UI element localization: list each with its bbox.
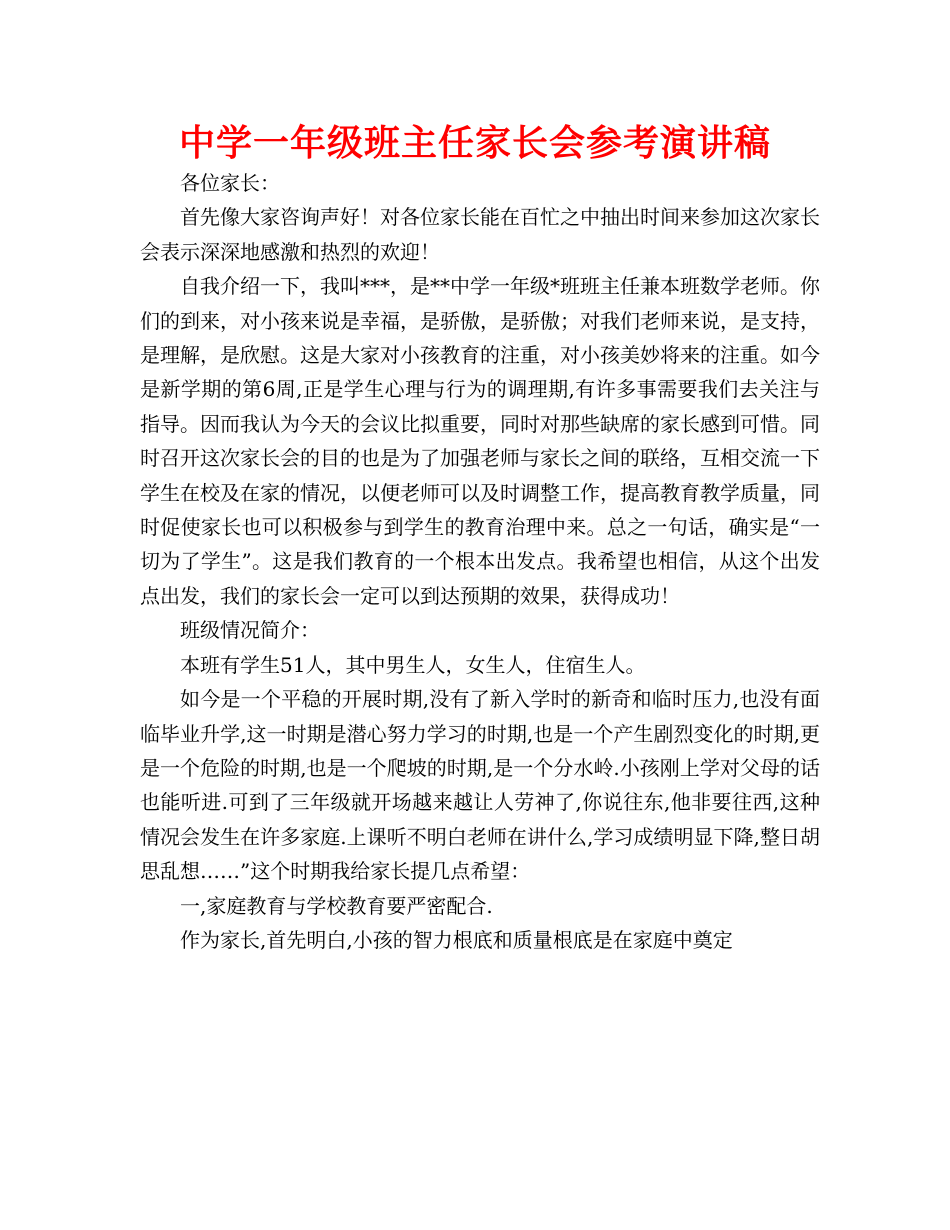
document-title: 中学一年级班主任家长会参考演讲稿 [178,123,771,164]
paragraph-introduction: 自我介绍一下，我叫***，是**中学一年级*班班主任兼本班数学老师。你们的到来，对小孩来说是幸福，是骄傲，是骄傲；对我们老师来说，是支持，是理解，是欣慰。这是大家对小孩教育的注重，对小孩美妙将来的注重。如今是新学期的第6周,正是学生心理与行为的调理期,有许多事需要我们去关注与指导。因而我认为今天的会议比拟重要，同时对那些缺席的家长感到可惜。同时召开这次家长会的目的也是为了加强老师与家长之间的联络，互相交流一下学生在校及在家的情况，以便老师可以及时调整工作，提高教育教学质量，同时促使家长也可以积极参与到学生的教育治理中来。总之一句话，确实是“一切为了学生”。这是我们教育的一个根本出发点。我希望也相信，从这个出发点出发，我们的家长会一定可以到达预期的效果，获得成功！ [140,274,820,608]
document-body [140,166,820,957]
paragraph-class-info: 本班有学生51人，其中男生人，女生人，住宿生人。 [180,652,646,677]
paragraph-greeting: 各位家长： [180,171,280,195]
paragraph-welcome: 首先像大家咨询声好！对各位家长能在百忙之中抽出时间来参加这次家长会表示深深地感激和热烈的欢迎！ [140,205,820,264]
paragraph-point-one: 一,家庭教育与学校教育要严密配合. [180,893,493,918]
paragraph-period: 如今是一个平稳的开展时期,没有了新入学时的新奇和临时压力,也没有面临毕业升学,这一时期是潜心努力学习的时期,也是一个产生剧烈变化的时期,更是一个危险的时期,也是一个爬坡的时期,是一个分水岭.小孩刚上学对父母的话也能听进.可到了三年级就开场越来越让人劳神了,你说往东,他非要往西,这种情况会发生在许多家庭.上课听不明白老师在讲什么,学习成绩明显下降,整日胡思乱想……”这个时期我给家长提几点希望： [140,687,820,884]
paragraph-class-heading: 班级情况简介： [180,618,320,643]
paragraph-parents: 作为家长,首先明白,小孩的智力根底和质量根底是在家庭中奠定 [180,927,733,952]
